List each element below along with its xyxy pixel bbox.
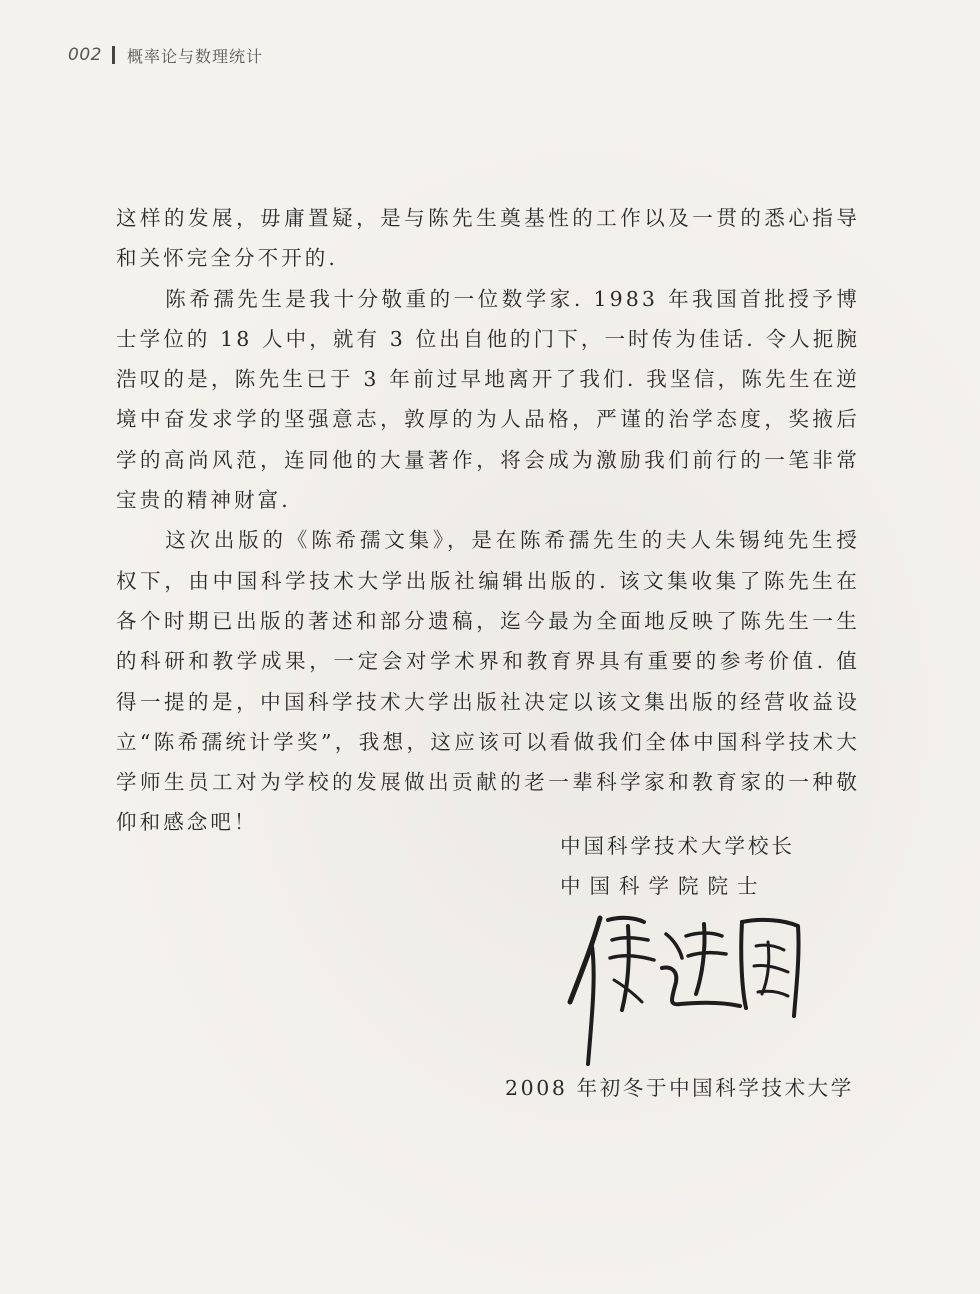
body-text [116, 198, 860, 843]
handwritten-signature [562, 906, 808, 1066]
signature-drawing [562, 906, 808, 1066]
signatory-title-president: 中国科学技术大学校长 [560, 834, 795, 858]
paragraph-3: 这次出版的《陈希孺文集》，是在陈希孺先生的夫人朱锡纯先生授权下，由中国科学技术大学出版社编辑出版的. 该文集收集了陈先生在各个时期已出版的著述和部分遗稿，迄今最为全面地反映了陈先生一生的科研和教学成果，一定会对学术界和教育界具有重要的参考价值. 值得一提的是，中国科学技术大学出版社决定以该文集出版的经营收益设立“陈希孺统计学奖”，我想，这应该可以看做我们全体中国科学技术大学师生员工对为学校的发展做出贡献的老一辈科学家和教育家的一种敬仰和感念吧！ [116, 528, 860, 835]
running-title: 概率论与数理统计 [126, 46, 263, 66]
signing-date-line: 2008 年初冬于中国科学技术大学 [505, 1076, 854, 1100]
signatory-titles [560, 826, 795, 906]
header-divider [112, 46, 115, 64]
page-number: 002 [68, 45, 102, 65]
paragraph-2: 陈希孺先生是我十分敬重的一位数学家. 1983 年我国首批授予博士学位的 18 人中，就有 3 位出自他的门下，一时传为佳话. 令人扼腕浩叹的是，陈先生已于 3 年前过早地离开了我们. 我坚信，陈先生在逆境中奋发求学的坚强意志，敦厚的为人品格，严谨的治学态度，奖掖后学的高尚风范，连同他的大量著作，将会成为激励我们前行的一笔非常宝贵的精神财富. [116, 286, 860, 513]
page-header [68, 40, 263, 70]
paragraph-1: 这样的发展，毋庸置疑，是与陈先生奠基性的工作以及一贯的悉心指导和关怀完全分不开的. [116, 206, 860, 271]
signatory-title-academician: 中国科学院院士 [560, 874, 767, 898]
